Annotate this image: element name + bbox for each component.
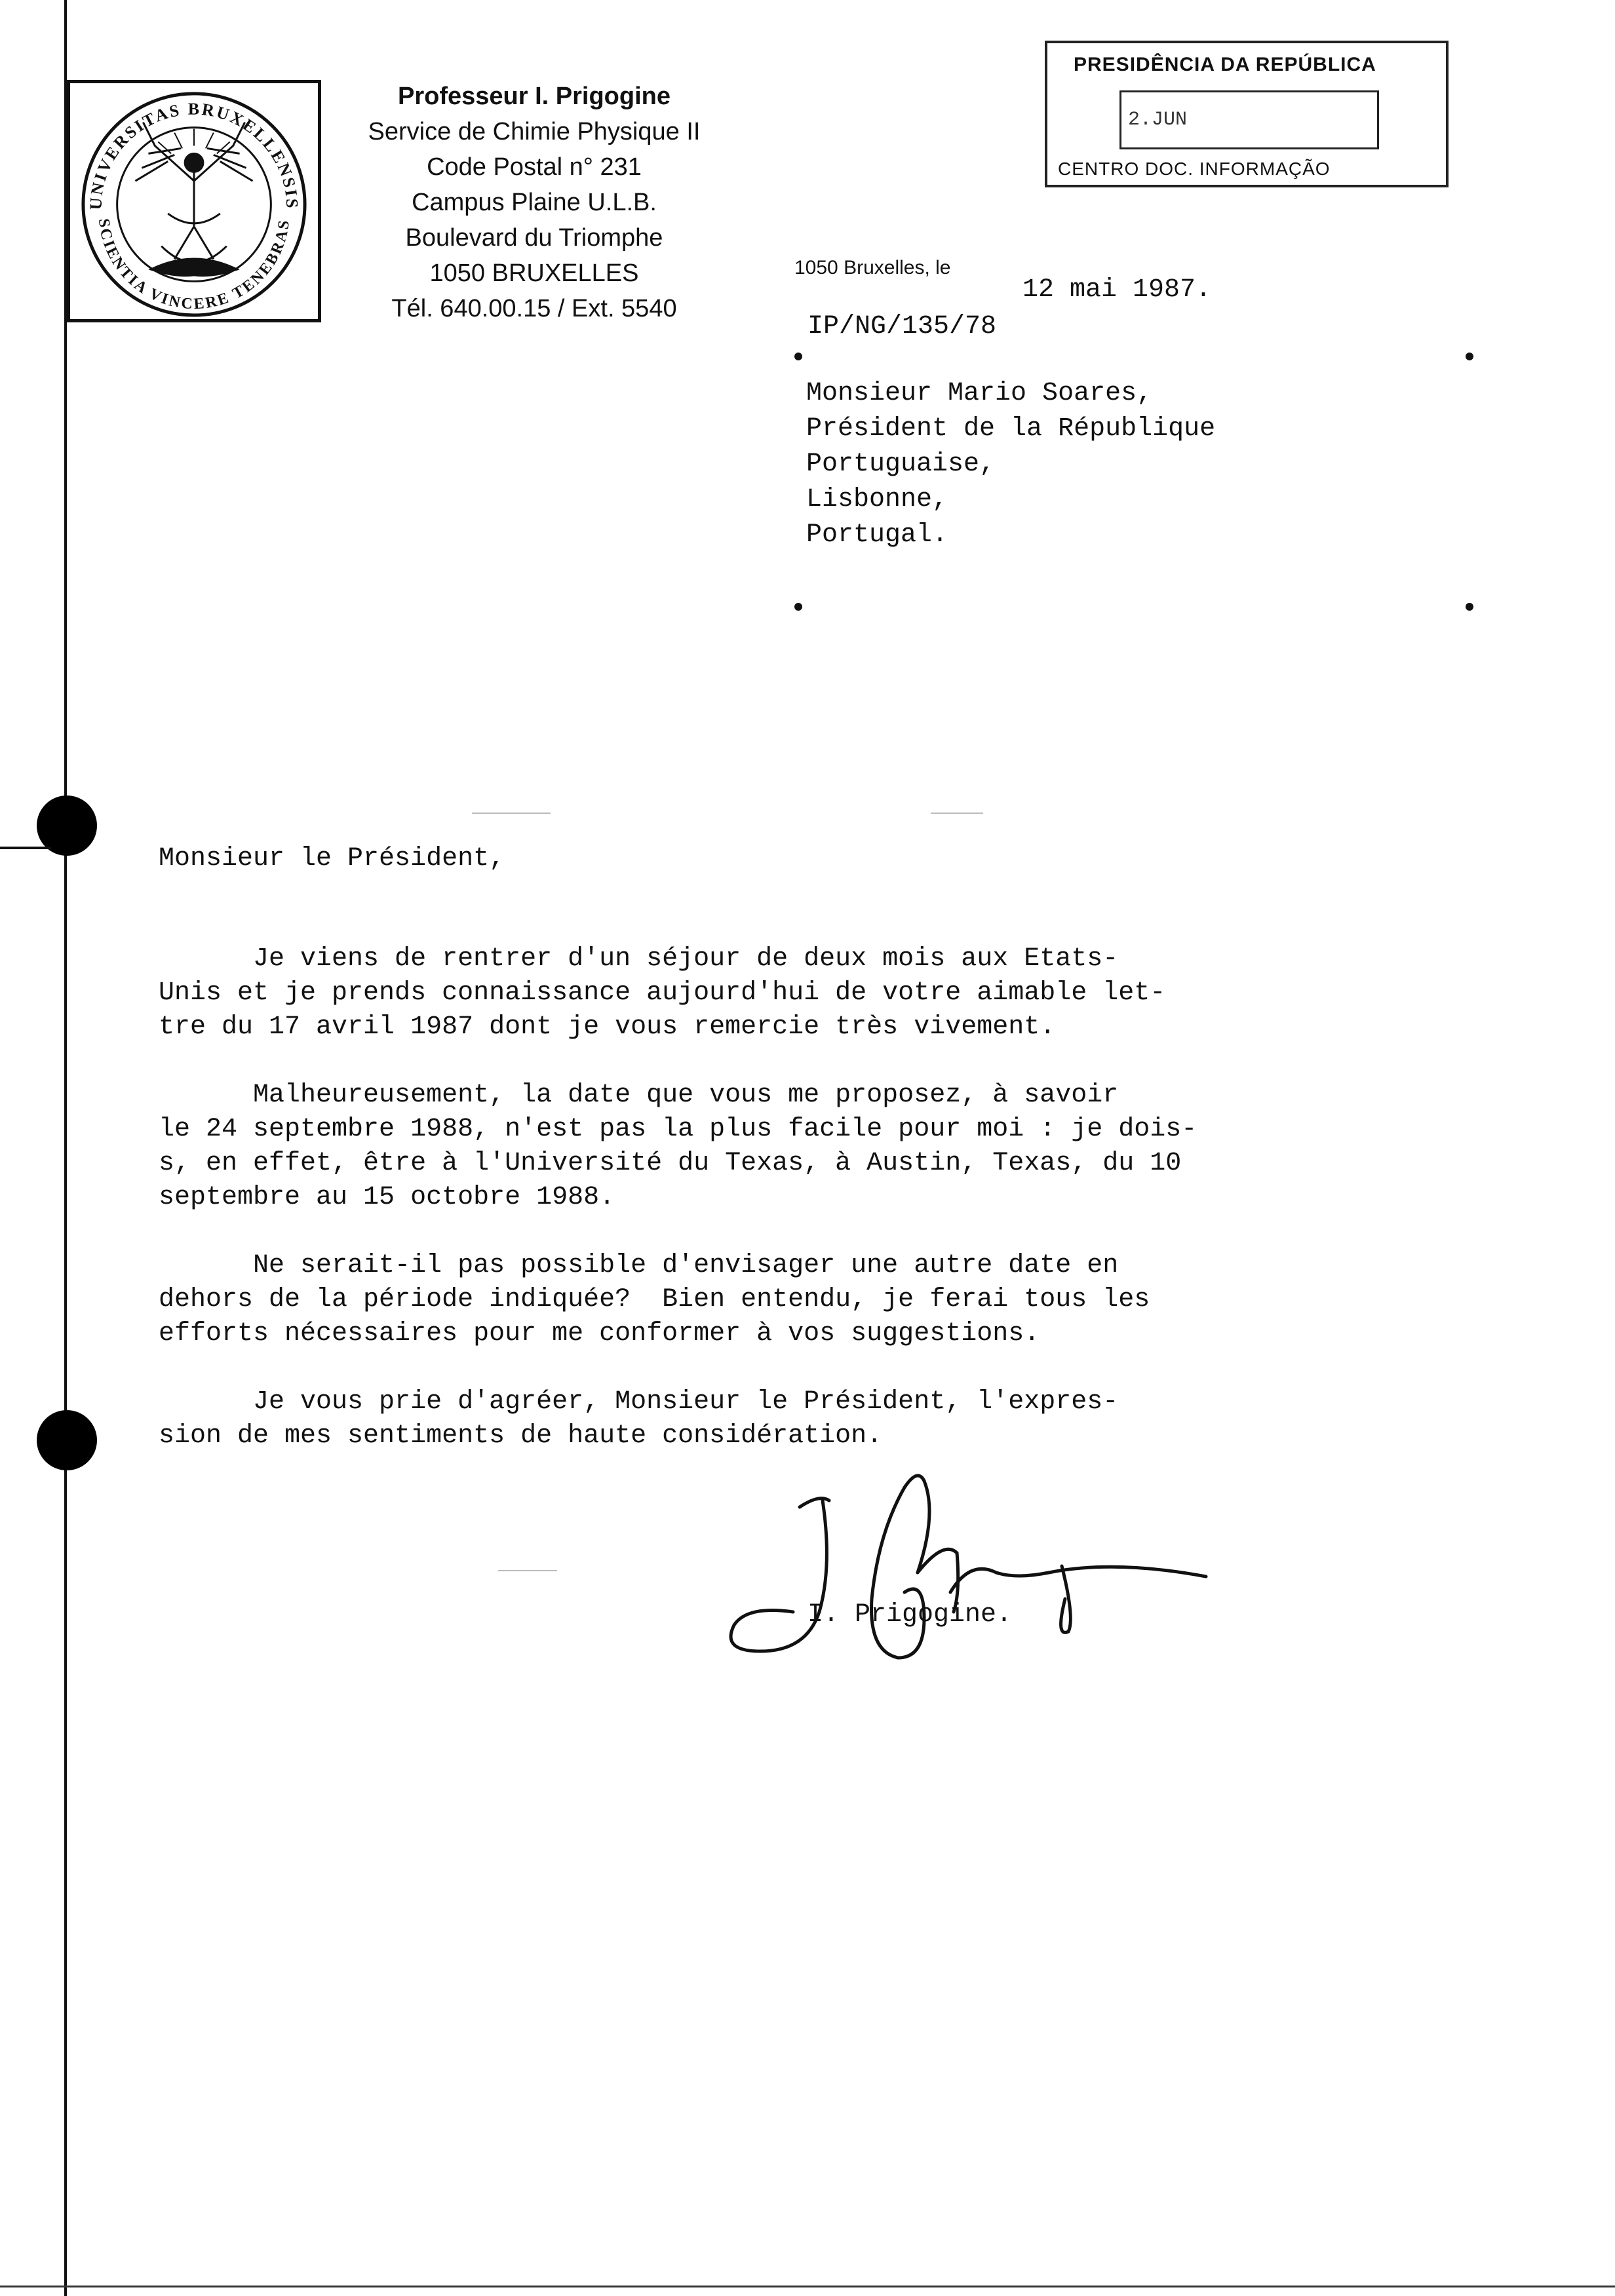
address-marker-top-right xyxy=(1466,353,1473,360)
sender-city: 1050 BRUXELLES xyxy=(429,259,639,287)
salutation: Monsieur le Président, xyxy=(159,844,505,873)
svg-text:UNIVERSITAS BRUXELLENSIS: UNIVERSITAS BRUXELLENSIS xyxy=(86,99,302,210)
letter-body xyxy=(159,942,1437,1487)
sender-service: Service de Chimie Physique II xyxy=(368,118,701,145)
body-line: Je vous prie d'agréer, Monsieur le Président, l'expres- xyxy=(159,1387,1119,1417)
fold-mark xyxy=(931,813,983,814)
address-line: Portuguaise, xyxy=(806,450,996,479)
dateline-place: 1050 Bruxelles, le xyxy=(794,257,951,278)
stamp-footer: CENTRO DOC. INFORMAÇÃO xyxy=(1058,159,1331,179)
address-line: Président de la République xyxy=(806,414,1216,444)
university-seal xyxy=(67,80,321,322)
body-line: Malheureusement, la date que vous me proposez, à savoir xyxy=(159,1081,1119,1110)
punch-hole-bottom xyxy=(37,1410,97,1470)
fold-mark xyxy=(498,1570,557,1571)
sender-phone: Tél. 640.00.15 / Ext. 5540 xyxy=(391,295,677,322)
address-line: Monsieur Mario Soares, xyxy=(806,379,1153,408)
fold-mark xyxy=(472,813,551,814)
sender-street: Boulevard du Triomphe xyxy=(405,224,663,252)
handwritten-signature xyxy=(708,1461,1219,1677)
stamp-title: PRESIDÊNCIA DA REPÚBLICA xyxy=(1074,54,1376,75)
address-line: Portugal. xyxy=(806,520,948,550)
sender-name: Professeur I. Prigogine xyxy=(398,83,671,110)
reference-number: IP/NG/135/78 xyxy=(808,312,997,341)
address-line: Lisbonne, xyxy=(806,485,948,514)
body-line: tre du 17 avril 1987 dont je vous remercie très vivement. xyxy=(159,1012,1056,1042)
body-paragraph xyxy=(159,1385,1437,1453)
body-line: sion de mes sentiments de haute considération. xyxy=(159,1421,883,1451)
address-marker-top-left xyxy=(794,353,802,360)
body-line: Unis et je prends connaissance aujourd'hui de votre aimable let- xyxy=(159,978,1166,1008)
body-line: s, en effet, être à l'Université du Texas, à Austin, Texas, du 10 xyxy=(159,1149,1182,1178)
margin-tick xyxy=(0,847,51,849)
body-paragraph xyxy=(159,942,1437,1044)
signatory-name: I. Prigogine. xyxy=(808,1600,1013,1630)
body-line: dehors de la période indiquée? Bien entendu, je ferai tous les xyxy=(159,1285,1150,1314)
svg-text:SCIENTIA VINCERE TENEBRAS: SCIENTIA VINCERE TENEBRAS xyxy=(94,218,294,313)
body-line: Ne serait-il pas possible d'envisager une autre date en xyxy=(159,1251,1119,1280)
body-line: le 24 septembre 1988, n'est pas la plus facile pour moi : je dois- xyxy=(159,1115,1197,1144)
page-edge-bottom xyxy=(0,2286,1615,2287)
body-paragraph xyxy=(159,1079,1437,1215)
sender-postal-code: Code Postal n° 231 xyxy=(427,153,642,181)
received-stamp xyxy=(1045,41,1449,187)
address-marker-bottom-left xyxy=(794,603,802,611)
body-line: efforts nécessaires pour me conformer à vos suggestions. xyxy=(159,1319,1040,1349)
letterhead xyxy=(328,79,741,326)
seal-emblem-icon xyxy=(70,83,318,319)
address-marker-bottom-right xyxy=(1466,603,1473,611)
stamp-date-box: 2.JUN xyxy=(1119,90,1379,149)
page-edge-left xyxy=(64,0,67,2296)
sender-campus: Campus Plaine U.L.B. xyxy=(412,189,657,216)
body-paragraph xyxy=(159,1249,1437,1351)
recipient-address xyxy=(806,376,1215,553)
body-line: Je viens de rentrer d'un séjour de deux mois aux Etats- xyxy=(159,944,1119,974)
body-line: septembre au 15 octobre 1988. xyxy=(159,1183,615,1212)
letter-date: 12 mai 1987. xyxy=(1022,275,1212,305)
